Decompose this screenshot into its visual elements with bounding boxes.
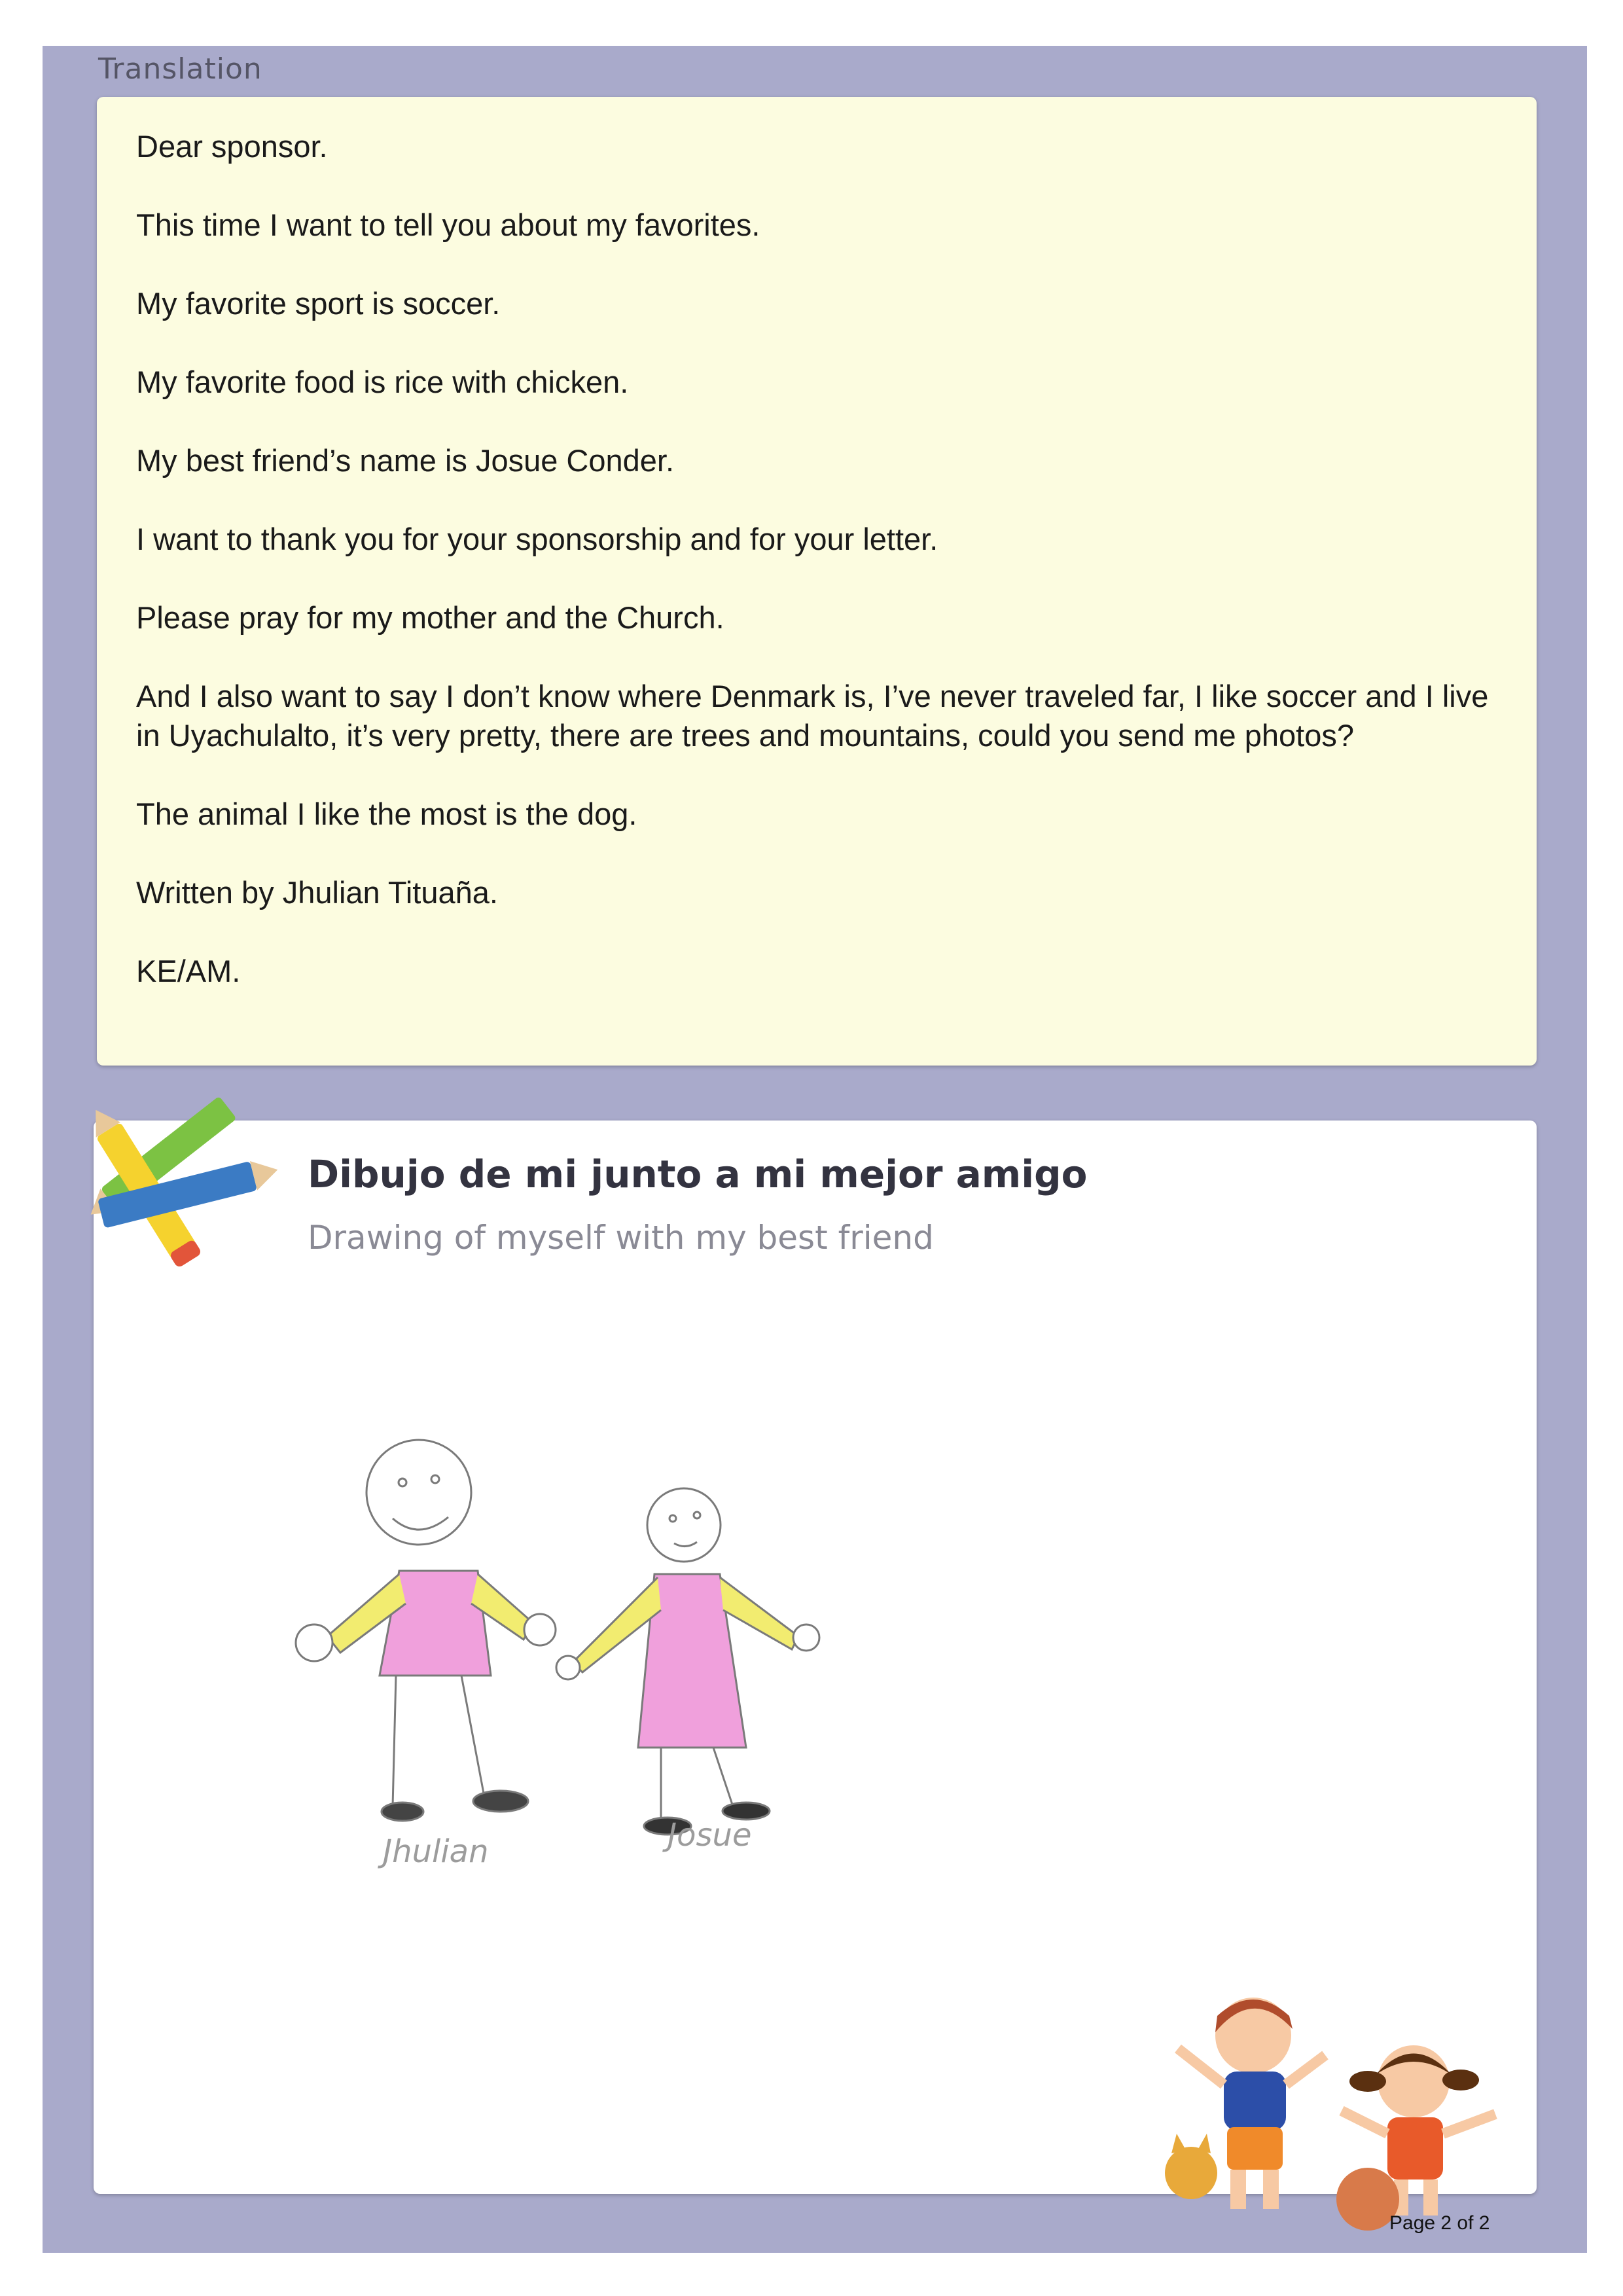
- cat-figure: [1165, 2134, 1217, 2199]
- letter-paragraph: My best friend’s name is Josue Conder.: [136, 443, 675, 478]
- name-label-josue: Josue: [668, 1817, 752, 1854]
- figure-jhulian: [296, 1440, 556, 1821]
- letter-paragraph: The animal I like the most is the dog.: [136, 797, 637, 831]
- drawing-title: Dibujo de mi junto a mi mejor amigo: [308, 1152, 1088, 1196]
- letter-paragraph: And I also want to say I don’t know where Denmark is, I’ve never traveled far, I like soccer and I live in Uyachulalto, it’s very pretty, there are trees and mountains, could you send me photos?: [136, 679, 1489, 753]
- translation-panel: [97, 97, 1537, 1066]
- letter-paragraph: I want to thank you for your sponsorship and for your letter.: [136, 522, 938, 556]
- letter-paragraph: Written by Jhulian Tituaña.: [136, 875, 498, 910]
- child-drawing: [275, 1420, 864, 1892]
- section-label-translation: Translation: [98, 52, 262, 86]
- drawing-subtitle: Drawing of myself with my best friend: [308, 1219, 934, 1257]
- letter-paragraph: This time I want to tell you about my favorites.: [136, 207, 760, 242]
- letter-paragraph: My favorite food is rice with chicken.: [136, 365, 629, 399]
- figure-josue: [556, 1488, 819, 1835]
- letter-paragraph: Dear sponsor.: [136, 129, 328, 164]
- letter-paragraph: My favorite sport is soccer.: [136, 286, 501, 321]
- letter-paragraph: KE/AM.: [136, 954, 241, 988]
- letter-paragraph: Please pray for my mother and the Church.: [136, 600, 724, 635]
- letter-body: [136, 127, 1497, 1030]
- page-number: Page 2 of 2: [1389, 2212, 1490, 2234]
- name-label-jhulian: Jhulian: [383, 1833, 489, 1870]
- colored-pencils-icon: [59, 1073, 281, 1270]
- children-playing-illustration: [1139, 1977, 1531, 2232]
